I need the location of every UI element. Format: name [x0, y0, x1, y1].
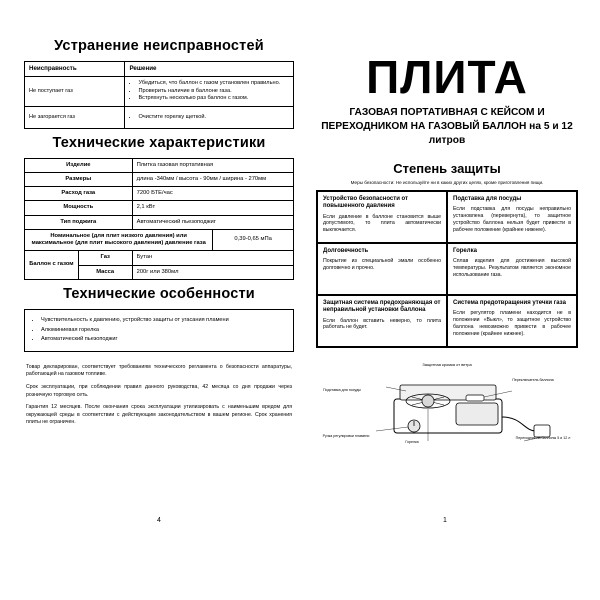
table-row: [25, 106, 294, 128]
spec-value: 7200 БТЕ/час: [132, 187, 293, 201]
spec-label: Тип поджига: [25, 215, 133, 229]
features-box: [24, 309, 294, 352]
cell-title: Долговечность: [323, 248, 369, 255]
page-number-left: 4: [157, 517, 161, 524]
diagram-caption: Защитная кромка от ветра: [422, 362, 472, 368]
protection-cell: [317, 191, 447, 243]
column-header-solution: Решение: [125, 62, 294, 77]
cylinder-sub-label: Масса: [78, 265, 132, 279]
legal-text: [24, 364, 294, 427]
spec-value: 0,39-0,65 мПа: [213, 229, 294, 250]
spec-label: Номинальное (для плит низкого давления) или максимальное (для плит высокого давления) давление газа: [25, 229, 213, 250]
table-row: [25, 158, 294, 172]
list-item: • Проверить наличие в баллоне газа.: [138, 88, 289, 95]
list-item: • Чувствительность к давлению, устройство защиты от угасания пламени: [41, 317, 287, 324]
list-item: • Алюминиевая горелка: [41, 327, 287, 334]
safety-note: Меры безопасности: Не используйте ни в каких других целях, кроме приготовления пищи.: [350, 180, 544, 186]
list-item: • Очистите горелку щеткой.: [138, 114, 289, 121]
spec-label: Размеры: [25, 172, 133, 186]
right-page: [304, 28, 586, 528]
column-header-fault: Неисправность: [25, 62, 125, 77]
cell-text: Если подставка для посуды неправильно установлена (перевернута), то защитное устройство баллона нельзя будет привести в рабочее положение (крайнее нижнее).: [453, 206, 571, 233]
troubleshooting-table: [24, 61, 294, 129]
protection-cell: [447, 295, 577, 347]
diagram-label-cylinder-switch: Переключатель баллона: [512, 378, 554, 383]
cylinder-label: Баллон с газом: [25, 251, 79, 279]
diagram-label-pot-support: Подставка для посуды: [323, 388, 361, 393]
solution-cell: [125, 106, 294, 128]
protection-cell: [317, 295, 447, 347]
table-header-row: [25, 62, 294, 77]
diagram-label-flame-knob: Ручка регулировки пламени: [322, 434, 370, 439]
diagram-label-burner: Горелка: [405, 440, 419, 445]
fault-cell: Не загорается газ: [25, 106, 125, 128]
specs-table: [24, 158, 294, 280]
cell-text: Сплав изделия для достижения высокой температуры. Результатом является экономное использование газа.: [453, 258, 571, 278]
cell-text: Если давление в баллоне становится выше допустимого, то плита автоматически выключается.: [323, 213, 441, 234]
spec-value: Автоматический пьезоподжиг: [132, 215, 293, 229]
spec-value: 2,1 кВт: [132, 201, 293, 215]
table-row: [25, 76, 294, 106]
table-row: [25, 187, 294, 201]
fault-cell: Не поступает газ: [25, 76, 125, 106]
solution-cell: [125, 76, 294, 106]
features-heading: Технические особенности: [63, 285, 255, 302]
table-row: [25, 229, 294, 250]
cylinder-value: Бутан: [132, 251, 293, 265]
stove-diagram: [316, 362, 578, 450]
manual-spread: [14, 28, 586, 528]
table-row: [25, 215, 294, 229]
spec-label: Расход газа: [25, 187, 133, 201]
table-row: [25, 251, 294, 265]
troubleshooting-heading: Устранение неисправностей: [54, 38, 264, 54]
table-row: [25, 172, 294, 186]
cell-text: Покрытие из специальной эмали особенно долговечно и прочно.: [323, 258, 441, 272]
specs-heading: Технические характеристики: [52, 134, 266, 151]
legal-paragraph: Срок эксплуатации, при соблюдении правил данного руководства, 42 месяца со дня продажи через розничную торговую сеть.: [26, 383, 292, 398]
diagram-label-adapter: Переходник на баллоны 5 и 12 л: [515, 436, 571, 441]
list-item: • Автоматический пьезоподжиг: [41, 336, 287, 343]
legal-paragraph: Товар декларирован, соответствует требованиям технического регламента о безопасности аппаратуры, работающей на газовом топливе.: [26, 363, 292, 378]
cell-text: Если баллон вставить неверно, то плита работать не будет.: [323, 317, 441, 331]
spec-label: Изделие: [25, 158, 133, 172]
protection-cell: [447, 243, 577, 295]
cylinder-sub-label: Газ: [78, 251, 132, 265]
protection-heading: Степень защиты: [393, 161, 501, 177]
list-item: • Убедиться, что баллон с газом установлен правильно.: [138, 80, 289, 87]
page-number-right: 1: [443, 517, 447, 524]
spec-value: Плитка газовая портативная: [132, 158, 293, 172]
cylinder-value: 200г или 380мл: [132, 265, 293, 279]
list-item: • Встряхнуть несколько раз баллон с газом.: [138, 95, 289, 102]
page-subtitle: ГАЗОВАЯ ПОРТАТИВНАЯ С КЕЙСОМ И ПЕРЕХОДНИКОМ НА ГАЗОВЫЙ БАЛЛОН на 5 и 12 литров: [321, 107, 573, 146]
cell-title: Горелка: [453, 248, 477, 255]
cell-title: Защитная система предохраняющая от неправильной установки баллона: [323, 300, 441, 314]
spec-value: длина -340мм / высота - 90мм / ширина - 270мм: [132, 172, 293, 186]
legal-paragraph: Гарантия 12 месяцев. После окончания срока эксплуатации утилизировать с наименьшим вредом для окружающей среды в соответствии с действующим законодательством в вашем регионе. Срок хранения плиты не ограничен.: [26, 404, 292, 426]
protection-grid: [316, 190, 578, 348]
cell-title: Устройство безопасности от повышенного давления: [323, 196, 408, 210]
cell-title: Система предотвращения утечки газа: [453, 300, 566, 307]
spec-label: Мощность: [25, 201, 133, 215]
cell-title: Подставка для посуды: [453, 196, 522, 203]
page-title: ПЛИТА: [366, 51, 528, 103]
left-page: [14, 28, 304, 528]
protection-cell: [447, 191, 577, 243]
protection-cell: [317, 243, 447, 295]
cell-text: Если регулятор пламени находится не в положении «Выкл», то защитное устройство баллона невозможно привести в рабочее положение (крайнее нижнее).: [453, 310, 571, 337]
table-row: [25, 201, 294, 215]
